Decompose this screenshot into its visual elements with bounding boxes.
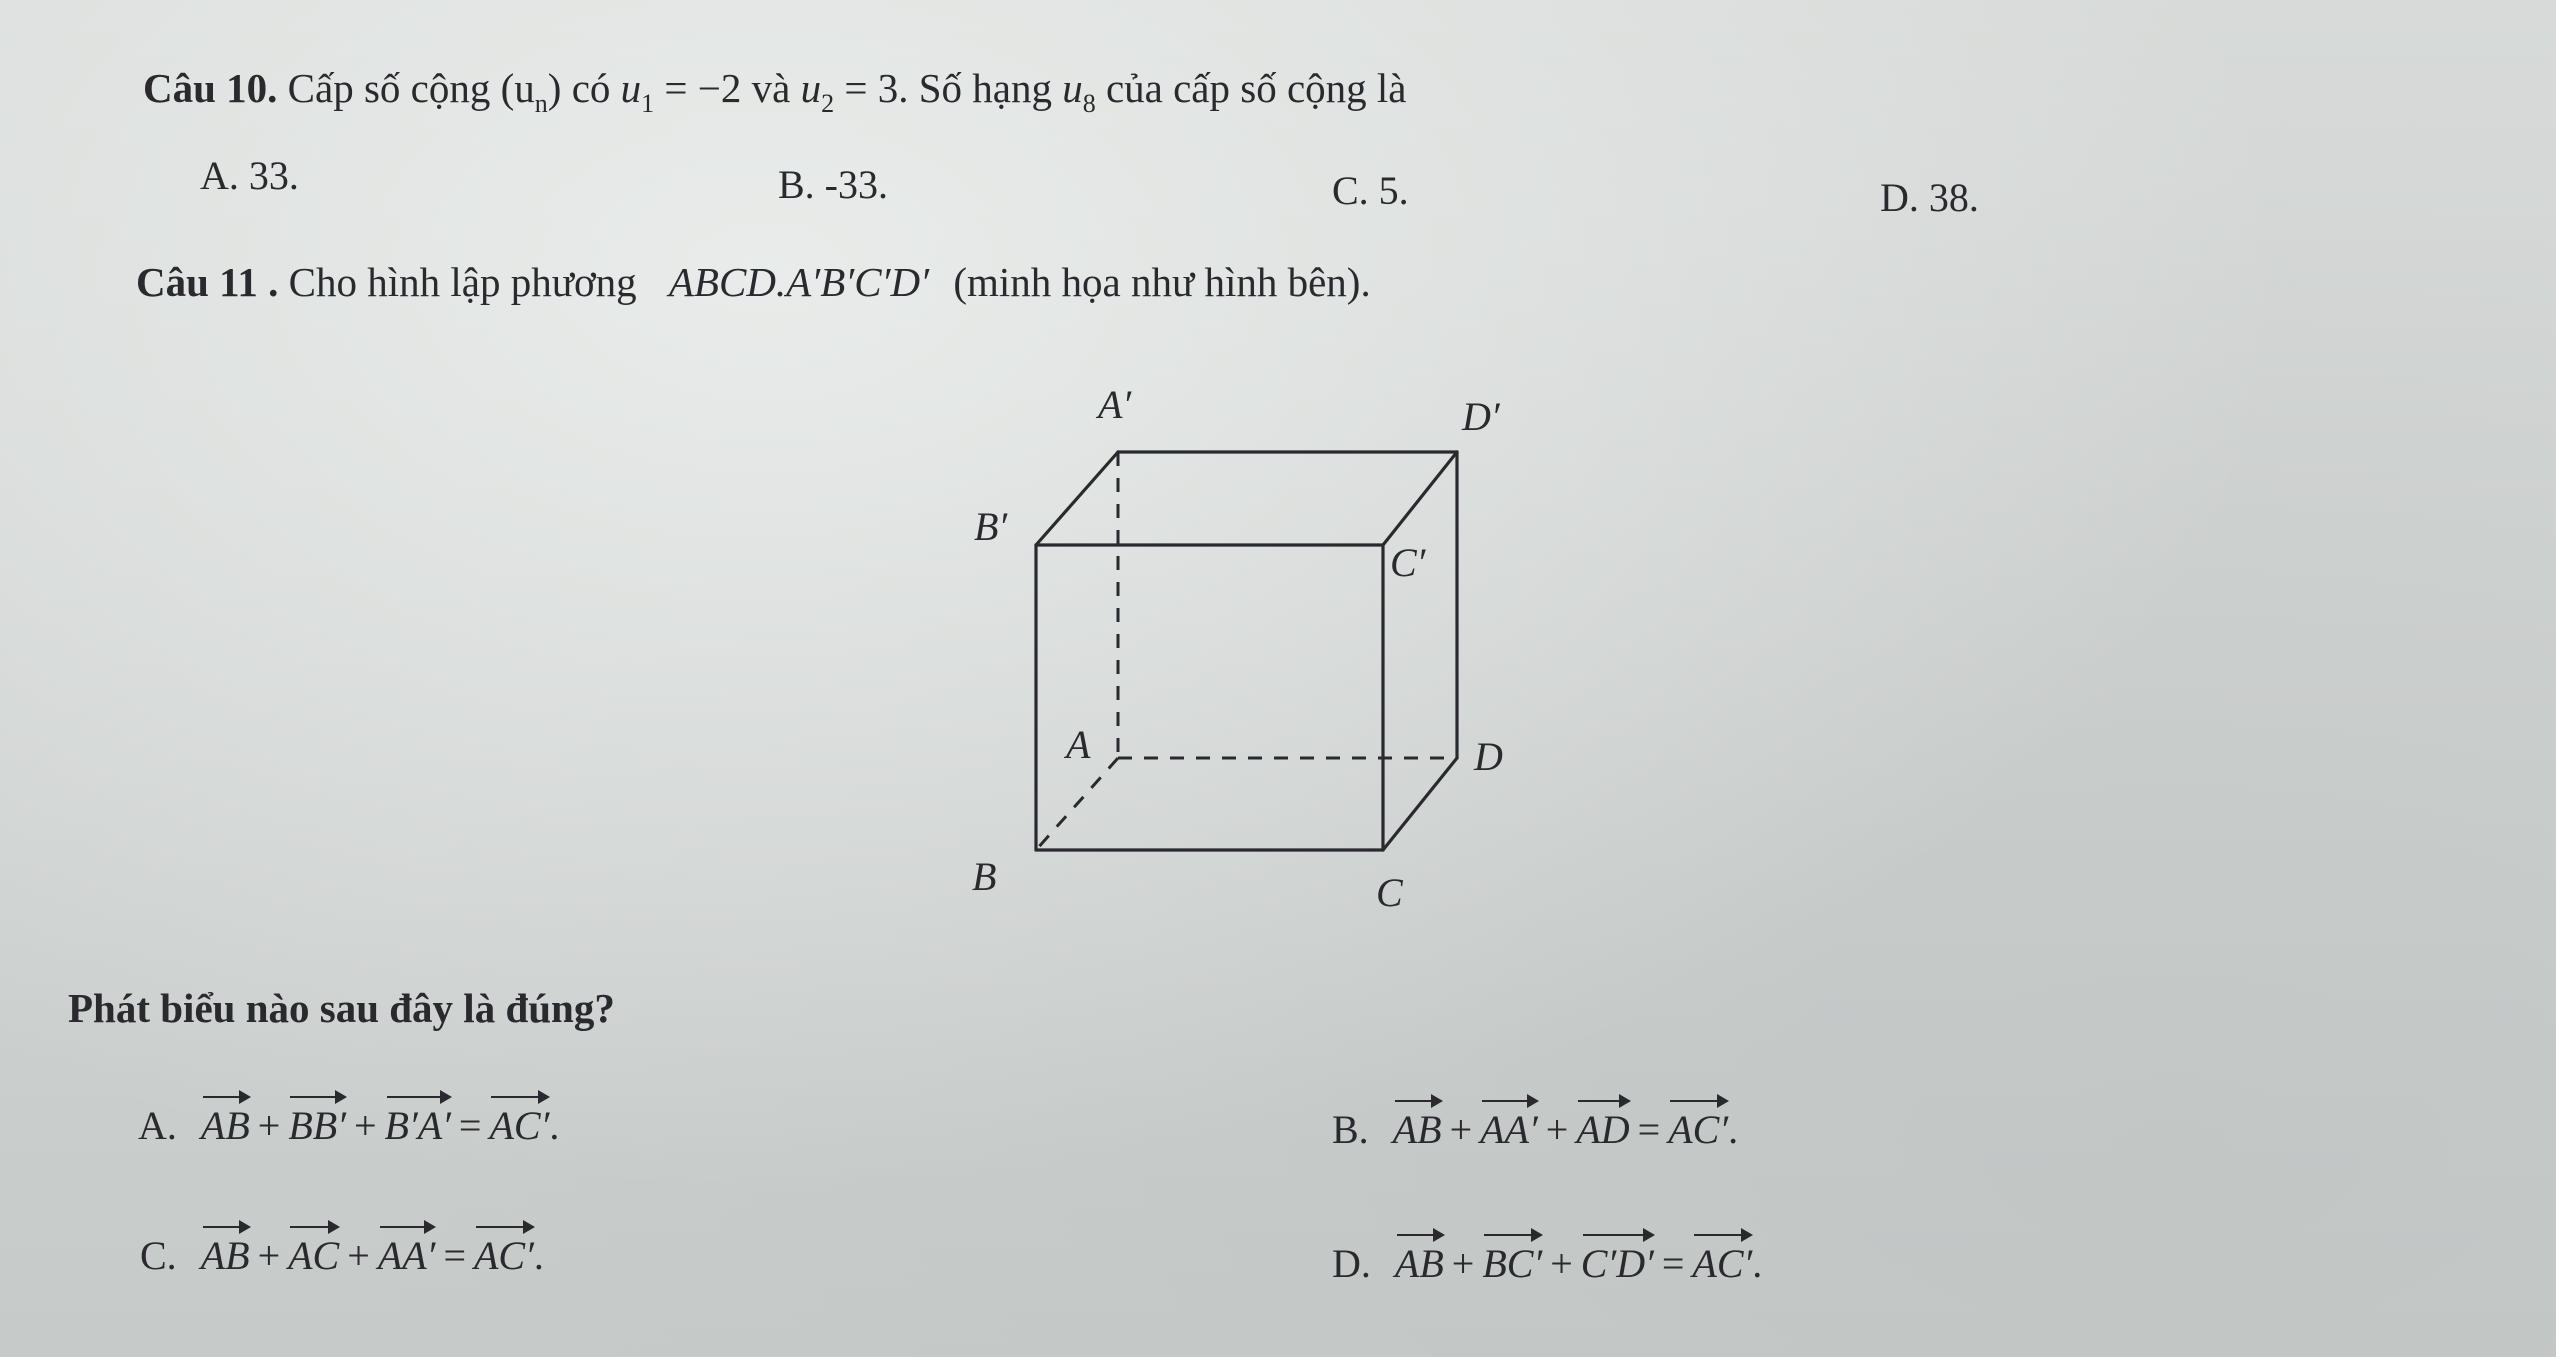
label-c-prime: C′ bbox=[1390, 540, 1426, 585]
option-c-letter: C. bbox=[140, 1233, 177, 1278]
vector-aa-prime: AA′ bbox=[1480, 1104, 1538, 1150]
question-10-text: Cấp số cộng bbox=[287, 65, 491, 111]
label-a-prime: A′ bbox=[1098, 382, 1132, 427]
question-11-label: Câu 11 . bbox=[136, 259, 279, 305]
vector-ac-prime: AC′ bbox=[489, 1100, 549, 1146]
vector-aa-prime: AA′ bbox=[378, 1230, 436, 1276]
plus-sign: + bbox=[353, 1103, 377, 1148]
period: . bbox=[1752, 1241, 1763, 1286]
question-11-option-b[interactable] bbox=[1332, 1104, 1738, 1150]
edge-a-b-hidden bbox=[1036, 758, 1118, 850]
plus-sign: + bbox=[257, 1103, 281, 1148]
question-11-stem bbox=[136, 259, 1371, 305]
label-a: A bbox=[1066, 722, 1091, 767]
u1-value: = −2 bbox=[664, 65, 742, 111]
u2-value: = 3 bbox=[844, 65, 899, 111]
label-b-prime: B′ bbox=[974, 504, 1008, 549]
label-c: C bbox=[1376, 870, 1403, 915]
vector-ac: AC bbox=[288, 1230, 339, 1276]
cube-figure bbox=[940, 380, 1560, 920]
question-10-label: Câu 10. bbox=[143, 65, 278, 111]
equals-sign: = bbox=[443, 1233, 466, 1278]
vector-b-prime-a-prime: B′A′ bbox=[385, 1100, 451, 1146]
vector-bc-prime: BC′ bbox=[1482, 1238, 1542, 1284]
vector-ac-prime: AC′ bbox=[474, 1230, 534, 1276]
plus-sign: + bbox=[1545, 1107, 1569, 1152]
option-b-letter: B. bbox=[1332, 1107, 1369, 1152]
plus-sign: + bbox=[1449, 1107, 1473, 1152]
period: . bbox=[549, 1103, 560, 1148]
period: . bbox=[1728, 1107, 1739, 1152]
vector-ab: AB bbox=[201, 1100, 250, 1146]
question-11-option-d[interactable] bbox=[1332, 1238, 1762, 1284]
question-10-option-a[interactable]: A. 33. bbox=[200, 153, 299, 198]
question-11-text: Cho hình lập phương bbox=[288, 259, 637, 305]
vector-ac-prime: AC′ bbox=[1692, 1238, 1752, 1284]
plus-sign: + bbox=[1550, 1241, 1573, 1286]
equals-sign: = bbox=[1637, 1107, 1661, 1152]
question-10-option-d[interactable]: D. 38. bbox=[1880, 175, 1979, 220]
edge-d-prime-c-prime bbox=[1383, 452, 1457, 545]
u2-term: $u_2$ bbox=[800, 65, 835, 118]
vector-ac-prime: AC′ bbox=[1668, 1104, 1728, 1150]
question-10-option-b[interactable]: B. -33. bbox=[778, 162, 888, 207]
question-11-option-c[interactable] bbox=[140, 1230, 544, 1276]
option-a-letter: A. bbox=[138, 1103, 177, 1148]
vector-ad: AD bbox=[1576, 1104, 1629, 1150]
question-11-option-a[interactable] bbox=[138, 1100, 559, 1146]
period: . bbox=[533, 1233, 544, 1278]
u8-term: $u_8$ bbox=[1062, 65, 1096, 118]
equals-sign: = bbox=[458, 1103, 482, 1148]
question-10-text-end: của cấp số cộng là bbox=[1105, 65, 1407, 111]
edge-c-d bbox=[1383, 758, 1457, 850]
option-d-letter: D. bbox=[1332, 1241, 1371, 1286]
question-11-text-end: (minh họa như hình bên). bbox=[953, 259, 1371, 305]
question-10-text-so-hang: . Số hạng bbox=[898, 65, 1052, 111]
plus-sign: + bbox=[1451, 1241, 1475, 1286]
question-10-stem bbox=[143, 65, 1407, 118]
question-10-text-va: và bbox=[751, 65, 791, 111]
question-10-text-co: có bbox=[571, 65, 611, 111]
plus-sign: + bbox=[257, 1233, 281, 1278]
plus-sign: + bbox=[347, 1233, 370, 1278]
cube-name: ABCD.A′B′C′D′ bbox=[668, 259, 930, 305]
vector-bb-prime: BB′ bbox=[288, 1100, 346, 1146]
label-b: B bbox=[972, 854, 997, 899]
label-d-prime: D′ bbox=[1462, 394, 1500, 439]
question-10-option-c[interactable]: C. 5. bbox=[1332, 168, 1409, 213]
vector-ab: AB bbox=[1393, 1104, 1442, 1150]
label-d: D bbox=[1474, 734, 1503, 779]
equals-sign: = bbox=[1661, 1241, 1685, 1286]
question-11-prompt: Phát biểu nào sau đây là đúng? bbox=[68, 985, 615, 1031]
vector-c-prime-d-prime: C′D′ bbox=[1581, 1238, 1654, 1284]
vector-ab: AB bbox=[201, 1230, 250, 1276]
vector-ab: AB bbox=[1395, 1238, 1444, 1284]
edge-b-prime-a-prime bbox=[1036, 452, 1118, 545]
u1-term: $u_1$ bbox=[620, 65, 655, 118]
sequence-symbol: $(u_n)$ bbox=[500, 65, 562, 118]
